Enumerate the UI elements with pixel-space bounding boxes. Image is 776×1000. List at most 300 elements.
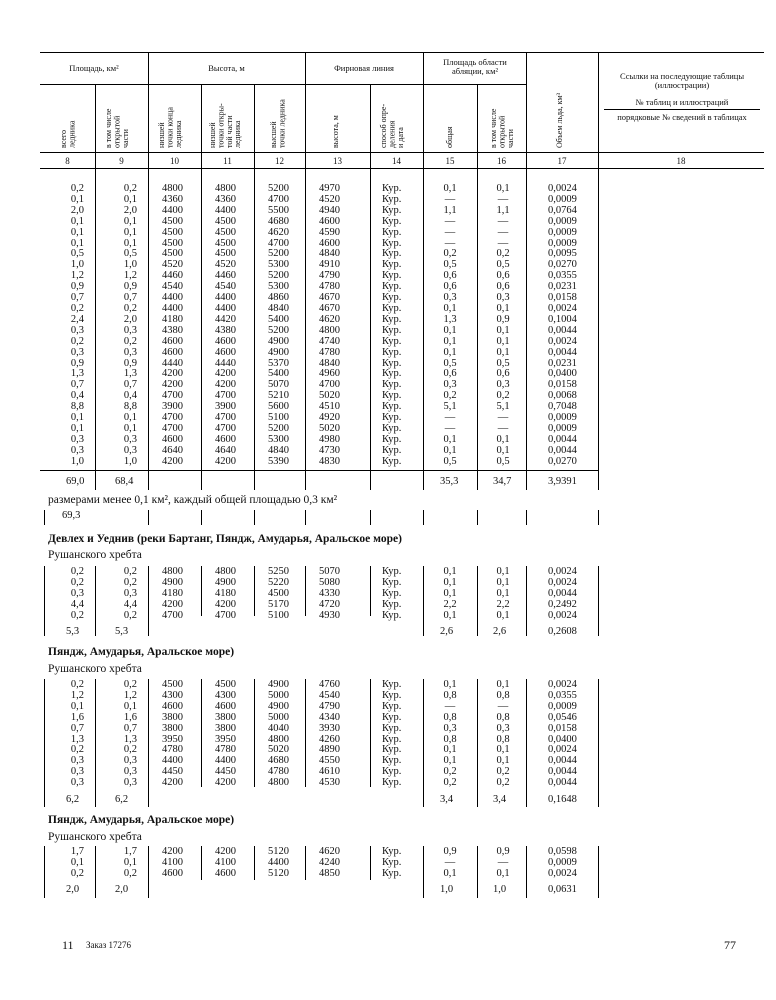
table-cell: 4180 xyxy=(215,587,236,599)
row-divider xyxy=(305,566,306,616)
col-number: 17 xyxy=(557,156,567,166)
table-cell: 5370 xyxy=(268,357,289,369)
table-cell: 0,5 xyxy=(443,357,457,369)
table-cell: 4500 xyxy=(215,248,236,260)
section4-col14 xyxy=(382,847,418,880)
table-cell: 0,3 xyxy=(443,292,457,304)
table-cell: 4940 xyxy=(319,204,340,216)
table-cell: 0,1 xyxy=(70,226,84,238)
table-cell: 0,3 xyxy=(70,766,84,778)
table-cell: — xyxy=(444,412,456,424)
block1-total-c15: 35,3 xyxy=(440,476,459,487)
table-cell: 0,1 xyxy=(123,700,137,712)
table-cell: 1,0 xyxy=(70,259,84,271)
table-cell: 0,3 xyxy=(70,444,84,456)
table-cell: 4550 xyxy=(319,755,340,767)
row-divider xyxy=(148,679,149,807)
table-cell: 0,1 xyxy=(443,433,457,445)
table-cell: 0,2 xyxy=(70,576,84,588)
table-cell: 4780 xyxy=(162,744,183,756)
row-divider xyxy=(370,846,371,880)
table-cell: Кур. xyxy=(382,856,402,868)
table-cell: Кур. xyxy=(382,270,402,282)
section4-col17 xyxy=(548,847,594,880)
table-cell: 0,1 xyxy=(443,302,457,314)
table-cell: 0,8 xyxy=(443,733,457,745)
table-cell: 3800 xyxy=(215,722,236,734)
table-cell: Кур. xyxy=(382,324,402,336)
table-cell: 1,3 xyxy=(70,368,84,380)
table-cell: 0,9 xyxy=(443,846,457,857)
table-cell: 4850 xyxy=(319,867,340,879)
table-cell: 1,3 xyxy=(123,733,137,745)
table-cell: 0,0355 xyxy=(548,270,577,282)
table-cell: 1,2 xyxy=(123,689,137,701)
body-divider xyxy=(305,168,306,490)
table-cell: 4620 xyxy=(319,846,340,857)
table-cell: 4700 xyxy=(215,390,236,402)
table-cell: 5200 xyxy=(268,270,289,282)
table-cell: 0,5 xyxy=(496,357,510,369)
table-cell: — xyxy=(497,412,509,424)
table-cell: 4700 xyxy=(268,237,289,249)
table-cell: 0,9 xyxy=(70,281,84,293)
table-cell: 4980 xyxy=(319,433,340,445)
block1-total-rule xyxy=(40,470,598,471)
table-cell: Кур. xyxy=(382,281,402,293)
summary-tick xyxy=(148,510,149,525)
table-cell: 0,6 xyxy=(443,281,457,293)
table-cell: 4510 xyxy=(319,401,340,413)
table-cell: 8,8 xyxy=(70,401,84,413)
table-cell: 4450 xyxy=(162,766,183,778)
table-cell: 0,3 xyxy=(123,766,137,778)
table-cell: 4780 xyxy=(319,281,340,293)
table-cell: 0,3 xyxy=(123,444,137,456)
col-number: 9 xyxy=(119,156,124,166)
table-cell: 4500 xyxy=(162,679,183,690)
table-cell: 0,5 xyxy=(123,248,137,260)
section2-total-c16: 2,6 xyxy=(493,626,507,637)
table-cell: 4400 xyxy=(215,302,236,314)
table-cell: 5600 xyxy=(268,401,289,413)
table-cell: 4100 xyxy=(162,856,183,868)
table-cell: 4700 xyxy=(162,609,183,621)
row-divider xyxy=(423,846,424,898)
row-divider xyxy=(254,846,255,880)
table-cell: 0,3 xyxy=(123,433,137,445)
table-cell: 4840 xyxy=(268,302,289,314)
table-cell: 1,2 xyxy=(70,270,84,282)
table-cell: 0,6 xyxy=(496,368,510,380)
table-cell: 4100 xyxy=(215,856,236,868)
header-divider xyxy=(598,52,599,168)
table-cell: 4540 xyxy=(215,281,236,293)
body-divider xyxy=(370,168,371,490)
table-cell: 0,6 xyxy=(443,270,457,282)
table-cell: 4700 xyxy=(162,412,183,424)
section2-total-c8: 5,3 xyxy=(66,626,80,637)
table-cell: 4800 xyxy=(215,183,236,194)
header-ablation: Площадь области абляции, км² xyxy=(443,57,507,76)
table-cell: 0,0158 xyxy=(548,722,577,734)
table-cell: 0,1 xyxy=(123,412,137,424)
table-cell: — xyxy=(444,237,456,249)
table-cell: 0,0009 xyxy=(548,237,577,249)
table-cell: 4700 xyxy=(319,379,340,391)
section4-total-c9: 2,0 xyxy=(115,884,129,895)
table-cell: 0,2 xyxy=(123,576,137,588)
table-cell: 4600 xyxy=(215,867,236,879)
header-c17: Объем льда, км³ xyxy=(555,92,564,148)
table-cell: 5250 xyxy=(268,566,289,577)
table-cell: 5120 xyxy=(268,867,289,879)
col-number: 16 xyxy=(497,156,506,166)
table-cell: 4800 xyxy=(162,183,183,194)
table-cell: 4040 xyxy=(268,722,289,734)
col-number: 8 xyxy=(65,156,70,166)
table-cell: 4790 xyxy=(319,270,340,282)
table-cell: 0,2 xyxy=(123,867,137,879)
table-cell: Кур. xyxy=(382,237,402,249)
header-group-rule xyxy=(40,84,526,85)
table-cell: 0,1 xyxy=(443,744,457,756)
table-cell: Кур. xyxy=(382,215,402,227)
table-cell: 4600 xyxy=(162,335,183,347)
table-cell: 0,7 xyxy=(123,379,137,391)
table-cell: 4860 xyxy=(268,292,289,304)
table-cell: Кур. xyxy=(382,689,402,701)
table-cell: 4200 xyxy=(215,598,236,610)
block1-total-c16: 34,7 xyxy=(493,476,512,487)
table-cell: 0,2 xyxy=(443,777,457,789)
table-cell: 0,3 xyxy=(123,346,137,358)
table-cell: 0,1 xyxy=(443,444,457,456)
table-cell: 0,1 xyxy=(443,324,457,336)
table-cell: 5400 xyxy=(268,313,289,325)
table-cell: 4780 xyxy=(268,766,289,778)
table-cell: 0,9 xyxy=(123,357,137,369)
table-cell: 0,5 xyxy=(443,259,457,271)
table-cell: 4840 xyxy=(319,357,340,369)
table-cell: 0,0400 xyxy=(548,733,577,745)
table-cell: 0,0024 xyxy=(548,867,577,879)
table-cell: 5,1 xyxy=(496,401,510,413)
table-cell: 0,1 xyxy=(496,566,510,577)
table-cell: 4400 xyxy=(162,204,183,216)
sheet-number: 11 xyxy=(62,938,74,952)
section4-subtitle: Рушанского хребта xyxy=(48,831,142,843)
table-cell: 0,0009 xyxy=(548,700,577,712)
table-cell: Кур. xyxy=(382,722,402,734)
table-cell: 2,0 xyxy=(123,313,137,325)
row-divider xyxy=(201,679,202,787)
table-cell: Кур. xyxy=(382,679,402,690)
header-c12: высшей точки ледника xyxy=(269,99,287,148)
table-cell: 4400 xyxy=(215,292,236,304)
table-cell: 0,5 xyxy=(70,248,84,260)
summary-tick xyxy=(254,510,255,525)
table-cell: 0,0009 xyxy=(548,193,577,205)
table-cell: 0,3 xyxy=(70,346,84,358)
table-cell: 4700 xyxy=(162,422,183,434)
table-cell: 4600 xyxy=(319,215,340,227)
section2-total-c17: 0,2608 xyxy=(548,626,577,637)
table-cell: 0,1 xyxy=(123,226,137,238)
block1-col17 xyxy=(548,184,594,468)
table-cell: 4620 xyxy=(268,226,289,238)
table-cell: 4200 xyxy=(162,598,183,610)
section3-total-c17: 0,1648 xyxy=(548,794,577,805)
table-cell: 4200 xyxy=(162,368,183,380)
header-divider xyxy=(526,52,527,168)
table-cell: 0,2 xyxy=(123,302,137,314)
table-cell: 0,1 xyxy=(70,215,84,227)
table-cell: 3800 xyxy=(215,711,236,723)
section3-total-c9: 6,2 xyxy=(115,794,129,805)
table-cell: 8,8 xyxy=(123,401,137,413)
table-cell: 4700 xyxy=(268,193,289,205)
table-cell: 1,2 xyxy=(123,270,137,282)
table-cell: 4300 xyxy=(215,689,236,701)
table-cell: 2,4 xyxy=(70,313,84,325)
block1-grand-total: 69,3 xyxy=(62,510,81,521)
row-divider xyxy=(526,566,527,636)
section4-col10 xyxy=(162,847,198,880)
table-cell: 0,8 xyxy=(496,733,510,745)
section4-col16 xyxy=(489,847,517,880)
block1-col16 xyxy=(489,184,517,468)
table-cell: 0,8 xyxy=(496,689,510,701)
table-cell: 4520 xyxy=(215,259,236,271)
table-cell: 5000 xyxy=(268,711,289,723)
table-cell: Кур. xyxy=(382,292,402,304)
table-cell: 4600 xyxy=(162,346,183,358)
table-cell: 0,2 xyxy=(70,335,84,347)
table-cell: 4970 xyxy=(319,183,340,194)
table-cell: 0,8 xyxy=(443,711,457,723)
table-cell: Кур. xyxy=(382,346,402,358)
section4-col8 xyxy=(40,847,84,880)
row-divider xyxy=(423,679,424,807)
table-cell: 4740 xyxy=(319,335,340,347)
table-cell: 5300 xyxy=(268,433,289,445)
table-cell: Кур. xyxy=(382,368,402,380)
header-c10: низшей точки конца ледника xyxy=(157,107,183,148)
table-cell: 5200 xyxy=(268,422,289,434)
block1-col8 xyxy=(40,184,84,468)
section2-col12 xyxy=(268,567,304,622)
row-divider xyxy=(423,566,424,636)
table-cell: 0,8 xyxy=(443,689,457,701)
table-cell: 0,0764 xyxy=(548,204,577,216)
table-cell: 4530 xyxy=(319,777,340,789)
block1-col11 xyxy=(215,184,251,468)
table-cell: 5070 xyxy=(268,379,289,391)
table-cell: 0,1 xyxy=(443,609,457,621)
table-cell: Кур. xyxy=(382,576,402,588)
table-cell: 0,3 xyxy=(123,324,137,336)
col-number: 12 xyxy=(275,156,284,166)
table-cell: 4360 xyxy=(215,193,236,205)
table-cell: 3800 xyxy=(162,722,183,734)
table-cell: 0,1 xyxy=(443,576,457,588)
table-cell: 0,1 xyxy=(496,302,510,314)
table-cell: 2,0 xyxy=(70,204,84,216)
table-cell: 4400 xyxy=(162,755,183,767)
table-cell: 0,1 xyxy=(496,433,510,445)
section3-total-c8: 6,2 xyxy=(66,794,80,805)
table-cell: 1,0 xyxy=(123,455,137,467)
header-c8: всего ледника xyxy=(59,120,77,148)
table-cell: 4500 xyxy=(215,215,236,227)
table-cell: 3950 xyxy=(162,733,183,745)
table-cell: 0,0044 xyxy=(548,433,577,445)
table-cell: 4760 xyxy=(319,679,340,690)
table-cell: 5,1 xyxy=(443,401,457,413)
section3-title: Пяндж, Амударья, Аральское море) xyxy=(48,646,235,658)
row-divider xyxy=(526,846,527,898)
table-cell: 4520 xyxy=(319,193,340,205)
table-cell: — xyxy=(444,226,456,238)
table-cell: 4200 xyxy=(215,846,236,857)
block1-total-c8: 69,0 xyxy=(66,476,85,487)
table-cell: Кур. xyxy=(382,401,402,413)
table-cell: 5020 xyxy=(268,744,289,756)
header-c15: общая xyxy=(445,126,454,148)
table-cell: 4600 xyxy=(162,700,183,712)
section4-col15 xyxy=(436,847,464,880)
table-cell: Кур. xyxy=(382,867,402,879)
section3-col15 xyxy=(436,680,464,789)
table-cell: 2,2 xyxy=(496,598,510,610)
table-cell: 4240 xyxy=(319,856,340,868)
table-cell: 0,0024 xyxy=(548,609,577,621)
table-cell: — xyxy=(497,700,509,712)
table-cell: 5210 xyxy=(268,390,289,402)
table-cell: 4200 xyxy=(215,368,236,380)
table-cell: 4900 xyxy=(162,576,183,588)
table-cell: 4500 xyxy=(215,679,236,690)
table-cell: 4450 xyxy=(215,766,236,778)
table-cell: 1,6 xyxy=(70,711,84,723)
table-cell: 0,1 xyxy=(123,856,137,868)
header-height: Высота, м xyxy=(208,63,245,73)
table-cell: 0,0024 xyxy=(548,744,577,756)
header-divider xyxy=(423,52,424,168)
table-cell: Кур. xyxy=(382,433,402,445)
section3-col9 xyxy=(95,680,137,789)
section2-col11 xyxy=(215,567,251,622)
table-cell: 4520 xyxy=(162,259,183,271)
table-cell: 0,1 xyxy=(496,744,510,756)
table-cell: Кур. xyxy=(382,766,402,778)
block1-col13 xyxy=(319,184,355,468)
table-cell: 0,7 xyxy=(70,292,84,304)
table-cell: 0,0024 xyxy=(548,679,577,690)
section3-col10 xyxy=(162,680,198,789)
table-cell: 3900 xyxy=(162,401,183,413)
table-cell: 4800 xyxy=(268,733,289,745)
table-cell: 0,3 xyxy=(70,587,84,599)
table-cell: 3900 xyxy=(215,401,236,413)
table-cell: Кур. xyxy=(382,390,402,402)
table-cell: Кур. xyxy=(382,444,402,456)
table-cell: 0,0158 xyxy=(548,379,577,391)
table-cell: 0,0270 xyxy=(548,259,577,271)
table-cell: 0,0068 xyxy=(548,390,577,402)
table-cell: 1,0 xyxy=(70,455,84,467)
table-cell: 1,3 xyxy=(123,368,137,380)
col-number: 14 xyxy=(392,156,401,166)
table-cell: 0,1 xyxy=(443,335,457,347)
table-cell: 1,1 xyxy=(496,204,510,216)
table-cell: 0,2 xyxy=(123,335,137,347)
table-cell: 4620 xyxy=(319,313,340,325)
section2-col17 xyxy=(548,567,594,622)
table-cell: 4790 xyxy=(319,700,340,712)
header-refs-order: порядковые № сведений в таблицах xyxy=(617,112,747,122)
table-cell: 0,3 xyxy=(496,379,510,391)
summary-tick xyxy=(44,510,45,525)
table-cell: — xyxy=(497,422,509,434)
section4-col9 xyxy=(95,847,137,880)
table-cell: 0,0044 xyxy=(548,777,577,789)
table-cell: 4200 xyxy=(215,379,236,391)
table-cell: 4900 xyxy=(268,346,289,358)
block1-col12 xyxy=(268,184,304,468)
table-cell: 4800 xyxy=(215,566,236,577)
table-cell: 4700 xyxy=(162,390,183,402)
table-cell: 0,6 xyxy=(496,270,510,282)
table-cell: 0,0024 xyxy=(548,302,577,314)
table-cell: 0,1 xyxy=(496,867,510,879)
table-cell: 4840 xyxy=(319,248,340,260)
table-cell: 4330 xyxy=(319,587,340,599)
table-cell: 4720 xyxy=(319,598,340,610)
table-cell: 4700 xyxy=(215,609,236,621)
col-number: 15 xyxy=(445,156,455,166)
table-cell: 5100 xyxy=(268,609,289,621)
table-cell: Кур. xyxy=(382,846,402,857)
block1-total-c9: 68,4 xyxy=(115,476,134,487)
table-cell: 0,0009 xyxy=(548,215,577,227)
table-cell: 5390 xyxy=(268,455,289,467)
table-cell: 0,1 xyxy=(443,755,457,767)
table-cell: 0,1 xyxy=(70,856,84,868)
table-cell: 0,0044 xyxy=(548,444,577,456)
table-cell: 4800 xyxy=(162,566,183,577)
table-cell: 0,7 xyxy=(70,722,84,734)
table-cell: 0,7048 xyxy=(548,401,577,413)
table-cell: 4780 xyxy=(319,346,340,358)
table-cell: Кур. xyxy=(382,744,402,756)
table-cell: 0,9 xyxy=(70,357,84,369)
table-cell: Кур. xyxy=(382,313,402,325)
table-cell: 0,4 xyxy=(70,390,84,402)
table-cell: — xyxy=(444,193,456,205)
table-cell: 0,1 xyxy=(496,576,510,588)
table-cell: 0,0231 xyxy=(548,281,577,293)
table-cell: — xyxy=(497,215,509,227)
table-cell: 4540 xyxy=(162,281,183,293)
table-cell: 0,1 xyxy=(443,183,457,194)
body-divider xyxy=(423,168,424,490)
header-c13: высота, м xyxy=(331,115,340,148)
table-cell: 0,3 xyxy=(443,379,457,391)
table-cell: Кур. xyxy=(382,777,402,789)
table-cell: 0,5 xyxy=(496,455,510,467)
